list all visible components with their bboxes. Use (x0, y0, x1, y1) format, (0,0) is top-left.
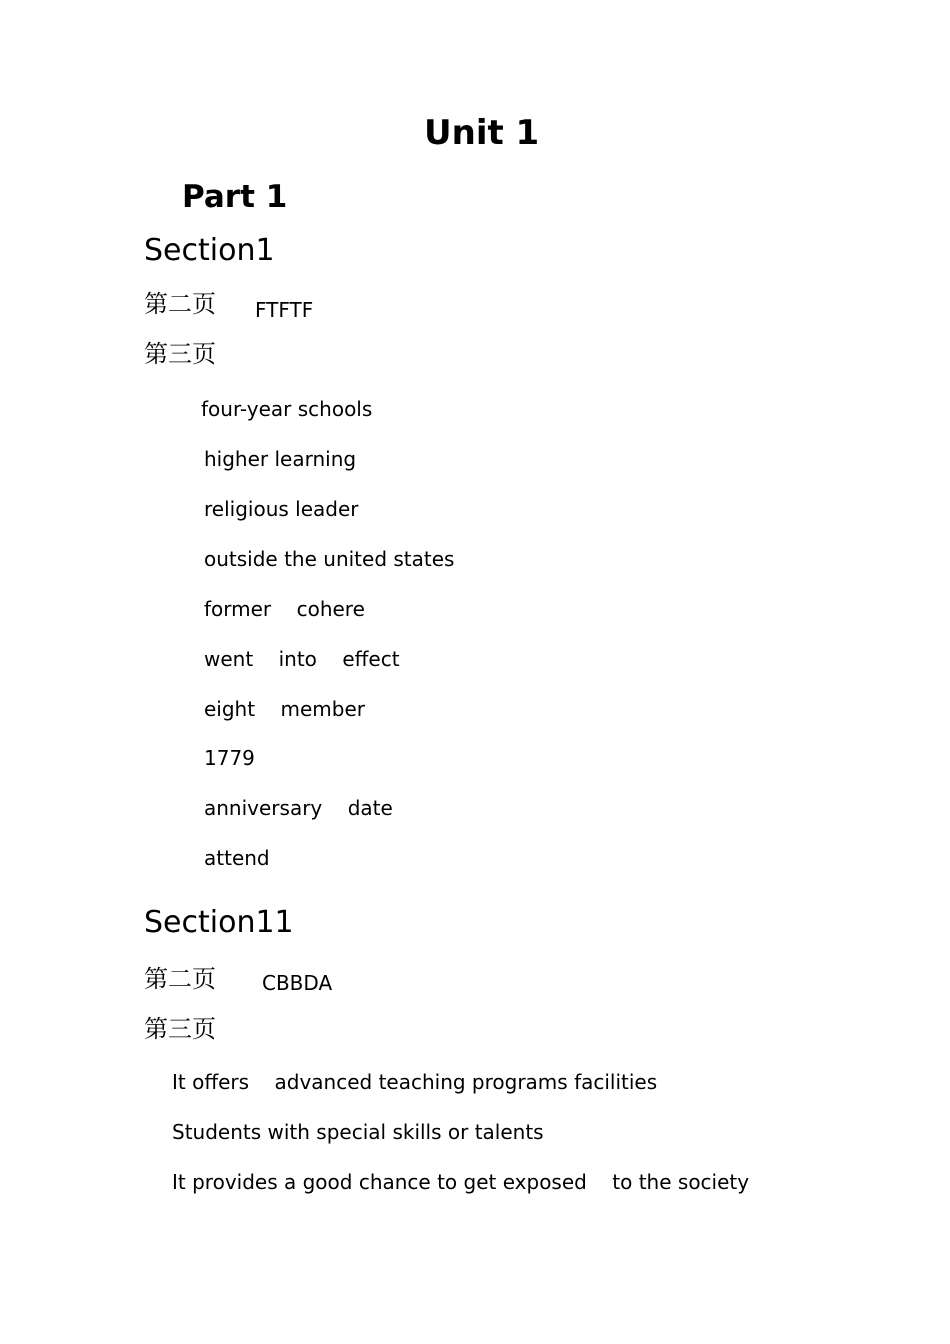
section1-page3-label: 第三页 (144, 340, 216, 368)
section11-heading: Section11 (144, 905, 294, 940)
section1-item: outside the united states (204, 547, 455, 571)
section1-item: eight member (204, 697, 365, 721)
section1-item: anniversary date (204, 796, 393, 820)
section1-heading: Section1 (144, 233, 275, 268)
section11-page3-label: 第三页 (144, 1015, 216, 1043)
section11-page2-label: 第二页 (144, 965, 216, 993)
part-heading: Part 1 (182, 179, 288, 215)
section1-item: four-year schools (201, 397, 373, 421)
section1-page2-label: 第二页 (144, 290, 216, 318)
unit-title: Unit 1 (424, 113, 540, 153)
section1-item: higher learning (204, 447, 357, 471)
section1-item: went into effect (204, 647, 400, 671)
section11-page2-answer: CBBDA (262, 971, 333, 995)
section1-item: attend (204, 846, 270, 870)
section1-item: religious leader (204, 497, 359, 521)
section11-item: It offers advanced teaching programs facilities (172, 1070, 658, 1094)
section11-item: It provides a good chance to get exposed to the society (172, 1170, 750, 1194)
section1-item: 1779 (204, 746, 255, 770)
section11-item: Students with special skills or talents (172, 1120, 544, 1144)
section1-item: former cohere (204, 597, 365, 621)
section1-page2-answer: FTFTF (255, 298, 314, 322)
